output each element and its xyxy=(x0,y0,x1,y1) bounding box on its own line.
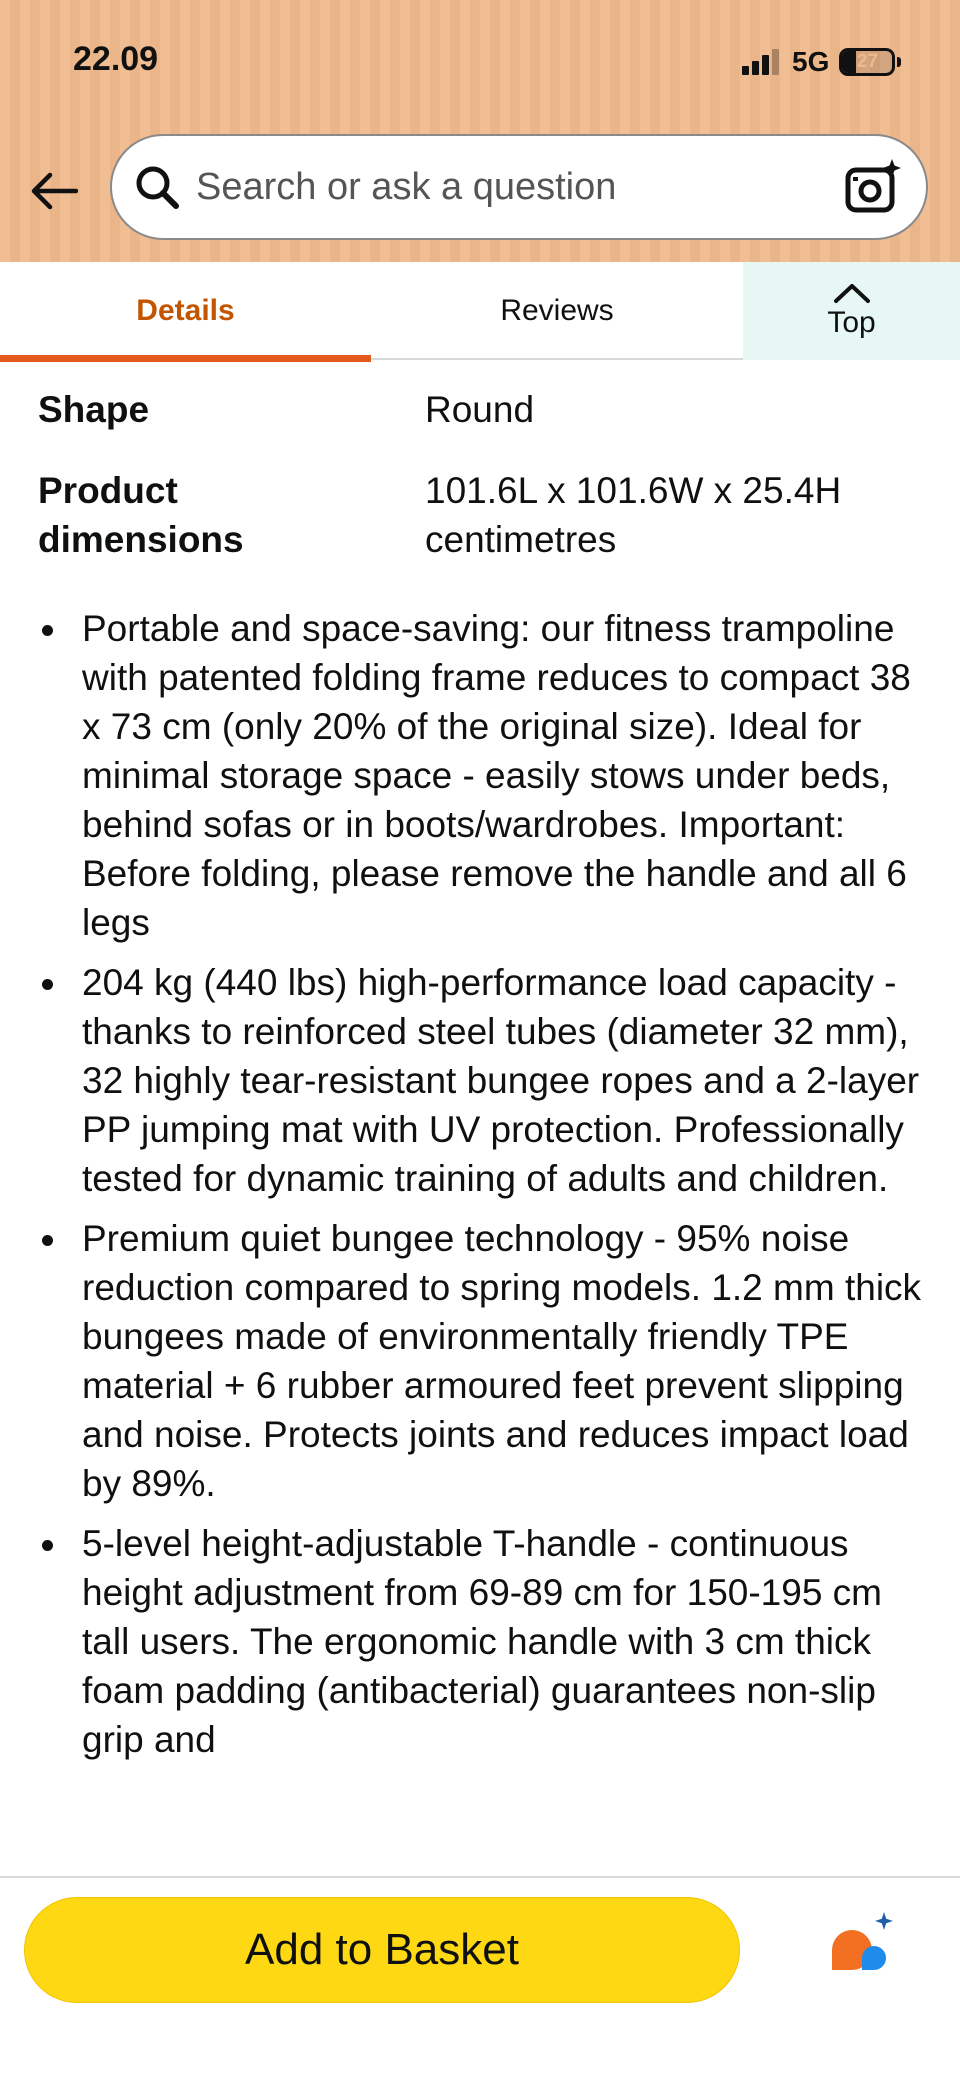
feature-bullet: Premium quiet bungee technology - 95% noise reduction compared to spring models. 1.2 mm thick bungees made of environmentally friendly TPE material + 6 rubber armoured feet prevent slipping and noise. Protects joints and reduces impact load by 89%. xyxy=(38,1214,928,1508)
arrow-left-icon xyxy=(30,171,78,211)
chevron-up-icon xyxy=(833,282,871,304)
status-time: 22.09 xyxy=(73,40,159,78)
spec-row-shape xyxy=(38,385,938,434)
camera-button[interactable] xyxy=(842,156,904,218)
section-tabs xyxy=(0,262,960,360)
app-header xyxy=(0,0,960,262)
tab-top[interactable] xyxy=(743,262,960,360)
network-type: 5G xyxy=(792,46,830,77)
feature-bullet: 5-level height-adjustable T-handle - continuous height adjustment from 69-89 cm for 150-195 cm tall users. The ergonomic handle with 3 cm thick foam padding (antibacterial) guarantees non-slip grip and xyxy=(38,1519,928,1764)
camera-sparkle-icon xyxy=(843,157,903,217)
back-button[interactable] xyxy=(28,165,80,217)
signal-icon xyxy=(742,49,784,75)
feature-bullet-list xyxy=(38,604,928,1775)
spec-value: Round xyxy=(425,389,535,430)
search-bar[interactable] xyxy=(110,134,928,240)
battery-icon xyxy=(839,48,895,76)
add-to-basket-button[interactable]: Add to Basket xyxy=(24,1897,740,2003)
spec-value: 101.6L x 101.6W x 25.4H centimetres xyxy=(425,470,842,560)
bottom-action-bar xyxy=(0,1876,960,2078)
spec-row-dimensions xyxy=(38,466,938,566)
tab-details[interactable] xyxy=(0,262,371,360)
status-indicators xyxy=(742,44,901,80)
battery-tip xyxy=(897,57,901,67)
ai-assistant-button[interactable] xyxy=(826,1906,896,1976)
spec-label: Product dimensions xyxy=(38,470,244,560)
feature-bullet: 204 kg (440 lbs) high-performance load capacity - thanks to reinforced steel tubes (diameter 32 mm), 32 highly tear-resistant bungee ropes and a 2-layer PP jumping mat with UV protection. Professionally tested for dynamic training of adults and children. xyxy=(38,958,928,1203)
tab-top-label: Top xyxy=(827,306,876,339)
tab-active-underline xyxy=(0,355,371,362)
search-icon xyxy=(132,162,182,212)
tab-reviews[interactable] xyxy=(371,262,743,360)
feature-bullet: Portable and space-saving: our fitness trampoline with patented folding frame reduces to compact 38 x 73 cm (only 20% of the original size). Ideal for minimal storage space - easily stows under beds, behind sofas or in boots/wardrobes. Important: Before folding, please remove the handle and all 6 legs xyxy=(38,604,928,947)
tab-reviews-label: Reviews xyxy=(500,294,614,327)
spec-label: Shape xyxy=(38,389,150,430)
battery-level: 27 xyxy=(856,51,878,72)
tab-details-label: Details xyxy=(136,294,235,327)
search-input[interactable] xyxy=(196,166,796,209)
ai-assistant-icon xyxy=(826,1906,896,1976)
